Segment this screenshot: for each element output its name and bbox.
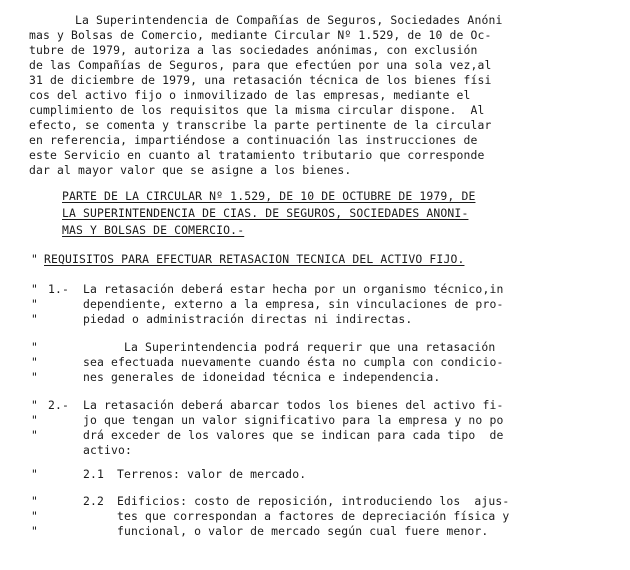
item2-number: 2.- <box>48 398 70 412</box>
item2-2-number: 2.2 <box>83 494 105 508</box>
item2-1-text: Terrenos: valor de mercado. <box>117 467 307 481</box>
intro-line-2: mas y Bolsas de Comercio, mediante Circular Nº 1.529, de 10 de Oc- <box>29 28 492 42</box>
quote-mark: " <box>31 467 38 481</box>
intro-line-5: 31 de diciembre de 1979, una retasación técnica de los bienes físi <box>29 73 492 87</box>
item1-para2-line-2: sea efectuada nuevamente cuando ésta no cumpla con condicio- <box>83 355 504 369</box>
intro-line-9: en referencia, impartiéndose a continuación las instrucciones de <box>29 133 478 147</box>
quote-mark: " <box>31 413 38 427</box>
quote-mark: " <box>31 524 38 538</box>
item2-2-line-3: funcional, o valor de mercado según cual fuere menor. <box>117 524 489 538</box>
quote-mark: " <box>31 282 38 296</box>
item1-para2-line-1: La Superintendencia podrá requerir que una retasación <box>124 340 496 354</box>
quote-mark: " <box>31 252 38 266</box>
section-heading-line-3: MAS Y BOLSAS DE COMERCIO.- <box>62 223 245 237</box>
quote-mark: " <box>31 428 38 442</box>
quote-mark: " <box>31 370 38 384</box>
item2-line-2: jo que tengan un valor significativo para la empresa y no po <box>83 413 504 427</box>
item1-para2-line-3: nes generales de idoneidad técnica e independencia. <box>83 370 441 384</box>
quote-mark: " <box>31 297 38 311</box>
quote-mark: " <box>31 398 38 412</box>
intro-line-7: cumplimiento de los requisitos que la misma circular dispone. Al <box>29 103 485 117</box>
quote-mark: " <box>31 312 38 326</box>
intro-line-4: de las Compañías de Seguros, para que efectúen por una sola vez,al <box>29 58 492 72</box>
section-heading-line-1: PARTE DE LA CIRCULAR Nº 1.529, DE 10 DE OCTUBRE DE 1979, DE <box>62 189 476 203</box>
intro-line-1: La Superintendencia de Compañías de Seguros, Sociedades Anóni <box>75 13 503 27</box>
intro-line-3: tubre de 1979, autoriza a las sociedades anónimas, con exclusión <box>29 43 478 57</box>
quote-mark: " <box>31 355 38 369</box>
item2-line-1: La retasación deberá abarcar todos los bienes del activo fi- <box>83 398 504 412</box>
item2-line-3: drá exceder de los valores que se indican para cada tipo de <box>83 428 504 442</box>
item1-number: 1.- <box>48 282 70 296</box>
intro-line-8: efecto, se comenta y transcribe la parte pertinente de la circular <box>29 118 492 132</box>
quote-mark: " <box>31 340 38 354</box>
subheading: REQUISITOS PARA EFECTUAR RETASACION TECNICA DEL ACTIVO FIJO. <box>44 252 465 266</box>
section-heading-line-2: LA SUPERINTENDENCIA DE CIAS. DE SEGUROS, SOCIEDADES ANONI- <box>62 206 469 220</box>
quote-mark: " <box>31 509 38 523</box>
item1-line-2: dependiente, externo a la empresa, sin vinculaciones de pro- <box>83 297 504 311</box>
item2-1-number: 2.1 <box>83 467 105 481</box>
quote-mark: " <box>31 494 38 508</box>
item2-2-line-2: tes que correspondan a factores de depreciación física y <box>117 509 510 523</box>
item1-line-1: La retasación deberá estar hecha por un organismo técnico,in <box>83 282 504 296</box>
intro-line-11: dar al mayor valor que se asigne a los bienes. <box>29 163 352 177</box>
intro-line-6: cos del activo fijo o inmovilizado de las empresas, mediante el <box>29 88 471 102</box>
item2-2-line-1: Edificios: costo de reposición, introduciendo los ajus- <box>117 494 510 508</box>
item1-line-3: piedad o administración directas ni indirectas. <box>83 312 413 326</box>
intro-line-10: este Servicio en cuanto al tratamiento tributario que corresponde <box>29 148 485 162</box>
item2-line-4: activo: <box>83 443 133 457</box>
